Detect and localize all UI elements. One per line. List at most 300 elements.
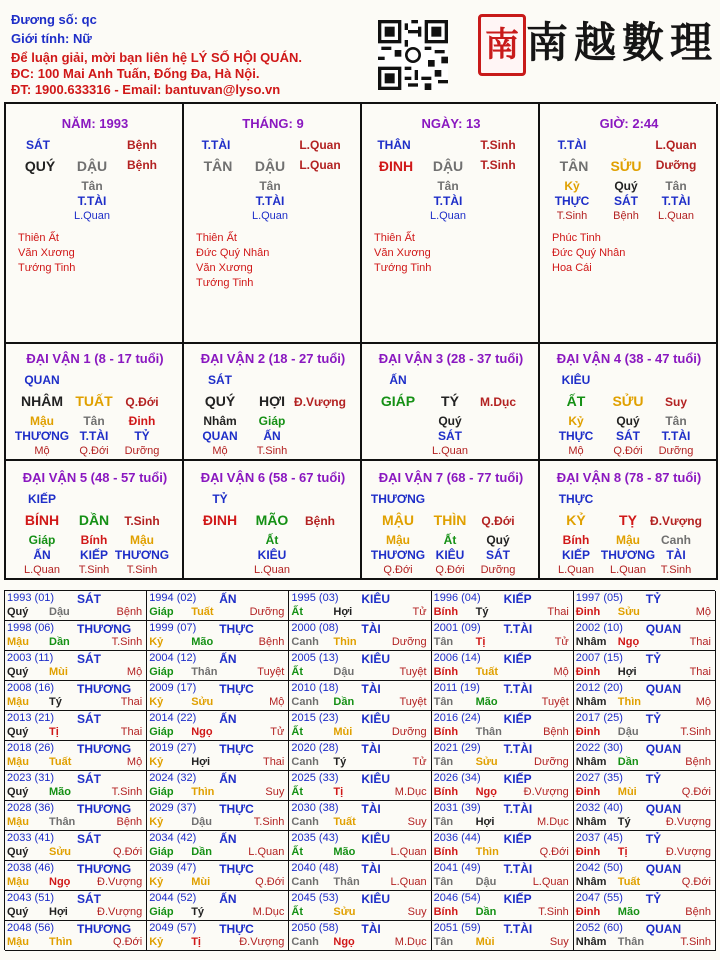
year-branch: Tuất [617, 876, 641, 888]
hidden-stem: Kỷ [568, 414, 584, 428]
seal-stamp-icon: 南 [478, 14, 526, 76]
year-god: THỰC [219, 922, 254, 936]
year-branch: Tuất [191, 606, 214, 618]
dai-van-relation: Suy [664, 395, 688, 409]
year-label: 2028 (36) [7, 802, 55, 814]
year-branch: Dần [49, 636, 70, 648]
hidden-stem-god: QUAN [202, 429, 238, 443]
dai-van-stem: NHÂM [21, 393, 63, 409]
year-relation: Q.Đới [681, 876, 711, 888]
hidden-stem: Ất [443, 533, 457, 547]
year-label: 2047 (55) [575, 892, 623, 904]
auspicious-star: Phúc Tinh [552, 232, 601, 244]
year-relation: M.Dục [394, 936, 427, 948]
hidden-stem-relation: Mộ [568, 445, 584, 457]
pillar-2 [184, 104, 362, 344]
year-god: KIẾP [503, 592, 532, 606]
year-relation: Suy [407, 906, 427, 918]
hidden-stem-relation: L.Quan [251, 210, 289, 222]
year-cell [147, 801, 289, 831]
year-cell [5, 711, 147, 741]
year-label: 2019 (27) [149, 742, 197, 754]
year-god: KIÊU [361, 712, 391, 726]
year-god: T.TÀI [503, 622, 533, 636]
year-god: SÁT [77, 652, 101, 666]
dai-van-stem: ĐINH [202, 512, 238, 528]
year-cell [289, 681, 431, 711]
year-relation: M.Dục [252, 906, 285, 918]
year-god: TỶ [645, 892, 662, 906]
year-branch: Hợi [333, 606, 353, 618]
year-cell [5, 651, 147, 681]
year-label: 2040 (48) [291, 862, 339, 874]
dai-van-relation: Đ.Vượng [294, 395, 346, 409]
year-god: ẤN [219, 652, 237, 666]
year-label: 1999 (07) [149, 622, 197, 634]
year-relation: Q.Đới [255, 876, 285, 888]
dai-van-relation: Q.Đới [481, 514, 515, 528]
year-god: THỰC [219, 682, 254, 696]
year-branch: Mùi [191, 876, 211, 888]
year-label: 2039 (47) [149, 862, 197, 874]
dai-van-branch: TUẤT [75, 393, 113, 409]
year-stem: Nhâm [575, 696, 607, 708]
year-cell [289, 891, 431, 921]
hidden-stem-god: THỰC [554, 194, 590, 208]
year-label: 1995 (03) [291, 592, 339, 604]
dai-van-6 [184, 461, 362, 580]
hidden-stem: Quý [438, 414, 462, 428]
year-relation: Thai [120, 726, 143, 738]
year-cell [574, 771, 716, 801]
year-cell [147, 711, 289, 741]
dai-van-relation: T.Sinh [124, 514, 160, 528]
year-relation: Q.Đới [681, 786, 711, 798]
year-branch: Ngọ [333, 936, 355, 948]
year-cell [147, 741, 289, 771]
year-cell [5, 771, 147, 801]
pillar-3 [362, 104, 540, 344]
hidden-stem: Tân [437, 179, 459, 193]
year-relation: Thai [262, 756, 285, 768]
pillar-stem-god: THÂN [377, 138, 411, 152]
year-cell [574, 711, 716, 741]
year-cell [574, 681, 716, 711]
year-stem: Mậu [7, 696, 29, 708]
dai-van-god: KIẾP [27, 492, 57, 506]
year-branch: Tị [191, 936, 201, 948]
hidden-stem-god: KIẾP [561, 548, 591, 562]
year-cell [574, 891, 716, 921]
year-cell [574, 651, 716, 681]
year-stem: Đinh [575, 606, 601, 618]
year-cell [5, 621, 147, 651]
year-branch: Thìn [191, 786, 215, 798]
year-label: 2033 (41) [7, 832, 55, 844]
year-cell [147, 921, 289, 951]
year-cell [289, 771, 431, 801]
dai-van-4 [540, 342, 718, 461]
hidden-stem-god: KIÊU [257, 548, 287, 562]
auspicious-star: Văn Xương [196, 262, 253, 274]
year-god: KIẾP [503, 832, 532, 846]
dai-van-title: ĐẠI VẬN 5 (48 - 57 tuổi) [22, 470, 168, 485]
year-cell [289, 591, 431, 621]
hidden-stem: Mậu [616, 533, 640, 547]
hidden-stem-god: KIẾP [79, 548, 109, 562]
year-label: 2005 (13) [291, 652, 339, 664]
year-label: 2025 (33) [291, 772, 339, 784]
hidden-stem-relation: L.Quan [609, 564, 647, 576]
year-relation: Tuyệt [399, 666, 427, 678]
hidden-stem: Giáp [28, 533, 56, 547]
year-stem: Giáp [149, 906, 174, 918]
dai-van-god: ẤN [389, 373, 407, 387]
year-stem: Quý [7, 846, 29, 858]
dai-van-relation: M.Dục [480, 395, 516, 409]
year-label: 2044 (52) [149, 892, 197, 904]
pillar-branch: SỬU [610, 158, 642, 174]
hidden-stem: Tân [83, 414, 105, 428]
year-relation: Tử [412, 606, 427, 618]
year-stem: Kỷ [149, 636, 164, 648]
pillar-stem-relation: L.Quan [299, 138, 341, 152]
dai-van-grid [4, 342, 716, 580]
dai-van-branch: THÌN [433, 512, 467, 528]
dai-van-8 [540, 461, 718, 580]
year-relation: Bệnh [685, 756, 711, 768]
auspicious-star: Văn Xương [18, 247, 75, 259]
year-label: 2000 (08) [291, 622, 339, 634]
year-god: QUAN [645, 682, 682, 696]
year-god: KIẾP [503, 772, 532, 786]
dai-van-7 [362, 461, 540, 580]
year-god: KIÊU [361, 892, 391, 906]
year-cell [574, 591, 716, 621]
year-cell [289, 621, 431, 651]
pillar-stem-god: SÁT [26, 138, 50, 152]
year-relation: Suy [265, 786, 285, 798]
year-relation: Đ.Vượng [665, 846, 711, 858]
hidden-stem-relation: L.Quan [557, 564, 595, 576]
year-label: 2050 (58) [291, 922, 339, 934]
year-stem: Giáp [149, 786, 174, 798]
year-branch: Sửu [475, 756, 498, 768]
year-label: 2034 (42) [149, 832, 197, 844]
year-relation: Đ.Vượng [97, 876, 143, 888]
hidden-stem-god: ẤN [263, 429, 281, 443]
year-god: T.TÀI [503, 922, 533, 936]
hidden-stem: Nhâm [203, 414, 237, 428]
year-label: 2042 (50) [575, 862, 623, 874]
year-label: 2026 (34) [433, 772, 481, 784]
year-label: 2035 (43) [291, 832, 339, 844]
year-relation: L.Quan [248, 846, 285, 858]
year-cell [289, 861, 431, 891]
year-stem: Quý [7, 906, 29, 918]
year-stem: Kỷ [149, 816, 164, 828]
annual-luck-table [4, 590, 715, 950]
year-label: 2004 (12) [149, 652, 197, 664]
dai-van-title: ĐẠI VẬN 6 (58 - 67 tuổi) [200, 470, 346, 485]
year-stem: Mậu [7, 876, 29, 888]
year-relation: Suy [407, 816, 427, 828]
year-label: 2021 (29) [433, 742, 481, 754]
year-label: 2013 (21) [7, 712, 55, 724]
year-cell [574, 801, 716, 831]
year-label: 2036 (44) [433, 832, 481, 844]
year-branch: Thìn [333, 636, 357, 648]
hidden-stem-relation: Q.Đới [613, 445, 643, 457]
pillar-title: GIỜ: 2:44 [599, 116, 659, 131]
hidden-stem-god: ẤN [33, 548, 51, 562]
year-stem: Tân [433, 636, 454, 648]
year-relation: M.Dục [537, 816, 569, 828]
year-label: 2045 (53) [291, 892, 339, 904]
year-god: QUAN [645, 622, 682, 636]
pillars-grid [4, 102, 716, 342]
year-stem: Mậu [7, 756, 29, 768]
dai-van-relation: Bệnh [305, 514, 335, 528]
year-branch: Mùi [475, 936, 495, 948]
owner-name: Đương số: qc [11, 12, 97, 27]
year-god: SÁT [77, 832, 101, 846]
pillar-stem: QUÝ [24, 158, 56, 174]
dai-van-stem: QUÝ [204, 393, 236, 409]
year-cell [289, 921, 431, 951]
pillar-branch: DẬU [432, 158, 464, 174]
hidden-stem-relation: Dưỡng [480, 564, 516, 576]
hidden-stem-relation: Dưỡng [658, 445, 694, 457]
year-god: KIẾP [503, 712, 532, 726]
year-relation: Thai [689, 666, 711, 678]
hidden-stem-god: THỰC [558, 429, 594, 443]
year-god: KIẾP [503, 652, 532, 666]
year-cell [147, 771, 289, 801]
year-cell [574, 621, 716, 651]
year-stem: Tân [433, 816, 454, 828]
pillar-title: NGÀY: 13 [421, 116, 481, 131]
dai-van-stem: BÍNH [24, 512, 60, 528]
year-branch: Tý [333, 756, 347, 768]
year-god: QUAN [645, 802, 682, 816]
year-branch: Thìn [49, 936, 73, 948]
year-stem: Ất [291, 786, 303, 798]
year-branch: Ngọ [49, 876, 71, 888]
contact-line-1: Để luận giải, mời bạn liên hệ LÝ SỐ HỘI QUÁN. [11, 50, 302, 65]
year-stem: Mậu [7, 816, 29, 828]
hidden-stem: Canh [661, 533, 691, 547]
dai-van-god: THƯƠNG [370, 492, 426, 506]
header [0, 0, 720, 100]
year-relation: L.Quan [390, 846, 427, 858]
year-cell [5, 591, 147, 621]
year-relation: Bệnh [116, 606, 143, 618]
year-branch: Hợi [617, 666, 637, 678]
hidden-stem-relation: Q.Đới [79, 445, 109, 457]
year-label: 2016 (24) [433, 712, 481, 724]
year-relation: L.Quan [390, 876, 427, 888]
year-god: THƯƠNG [77, 742, 132, 756]
year-stem: Quý [7, 726, 29, 738]
year-cell [574, 921, 716, 951]
year-stem: Bính [433, 846, 459, 858]
year-label: 1997 (05) [575, 592, 623, 604]
year-god: THƯƠNG [77, 802, 132, 816]
year-cell [147, 591, 289, 621]
year-cell [147, 681, 289, 711]
dai-van-title: ĐẠI VẬN 3 (28 - 37 tuổi) [378, 351, 524, 366]
auspicious-star: Văn Xương [374, 247, 431, 259]
year-branch: Dần [475, 906, 497, 918]
hidden-stem-god: T.TÀI [433, 194, 463, 208]
year-label: 2023 (31) [7, 772, 55, 784]
year-cell [147, 621, 289, 651]
hidden-stem-relation: L.Quan [23, 564, 61, 576]
year-cell [147, 831, 289, 861]
year-stem: Quý [7, 786, 29, 798]
dai-van-branch: DẦN [78, 512, 110, 528]
year-relation: T.Sinh [111, 636, 143, 648]
contact-address: ĐC: 100 Mai Anh Tuấn, Đống Đa, Hà Nội. [11, 66, 260, 81]
hidden-stem: Mậu [30, 414, 54, 428]
year-stem: Canh [291, 816, 319, 828]
year-stem: Nhâm [575, 756, 607, 768]
year-stem: Giáp [149, 606, 174, 618]
year-god: THƯƠNG [77, 862, 132, 876]
hidden-stem-god: KIÊU [435, 548, 465, 562]
year-stem: Nhâm [575, 876, 607, 888]
year-stem: Mậu [7, 636, 29, 648]
year-branch: Tị [333, 786, 344, 798]
year-label: 2046 (54) [433, 892, 481, 904]
year-relation: Tử [270, 726, 285, 738]
year-cell [5, 831, 147, 861]
year-stem: Đinh [575, 726, 601, 738]
year-label: 2018 (26) [7, 742, 55, 754]
auspicious-star: Đức Quý Nhân [552, 247, 626, 259]
year-label: 2007 (15) [575, 652, 623, 664]
year-branch: Thân [191, 666, 218, 678]
year-stem: Nhâm [575, 936, 607, 948]
hidden-stem: Giáp [258, 414, 286, 428]
year-god: TÀI [361, 922, 381, 936]
year-branch: Ngọ [617, 636, 640, 648]
year-relation: Mộ [126, 666, 143, 678]
pillar-branch-relation: Bệnh [127, 158, 157, 172]
pillar-branch-relation: L.Quan [299, 158, 341, 172]
year-stem: Mậu [7, 936, 29, 948]
hidden-stem-god: THƯƠNG [600, 548, 656, 562]
year-stem: Canh [291, 936, 319, 948]
year-relation: Dưỡng [534, 756, 569, 768]
pillar-stem-relation: Bệnh [127, 138, 157, 152]
year-god: TỶ [645, 652, 662, 666]
pillar-stem-relation: L.Quan [655, 138, 697, 152]
year-stem: Ất [291, 846, 303, 858]
year-god: KIÊU [361, 832, 391, 846]
year-relation: M.Dục [394, 786, 427, 798]
hidden-stem-god: T.TÀI [77, 194, 107, 208]
year-god: TỶ [645, 592, 662, 606]
year-label: 2024 (32) [149, 772, 197, 784]
dai-van-title: ĐẠI VẬN 4 (38 - 47 tuổi) [556, 351, 702, 366]
dai-van-branch: TÝ [441, 393, 459, 409]
year-label: 1998 (06) [7, 622, 55, 634]
year-relation: Đ.Vượng [665, 816, 711, 828]
year-branch: Mùi [617, 786, 637, 798]
hidden-stem-relation: Q.Đới [383, 564, 413, 576]
year-relation: Đ.Vượng [239, 936, 285, 948]
year-god: THƯƠNG [77, 682, 132, 696]
year-god: THỰC [219, 742, 254, 756]
hidden-stem-god: SÁT [614, 194, 638, 208]
hidden-stem-god: T.TÀI [661, 429, 691, 443]
year-branch: Dần [191, 846, 212, 858]
year-god: ẤN [219, 892, 237, 906]
hidden-stem-god: SÁT [486, 548, 510, 562]
year-branch: Sửu [617, 606, 640, 618]
year-god: TÀI [361, 682, 381, 696]
year-branch: Mùi [49, 666, 68, 678]
year-god: T.TÀI [503, 742, 533, 756]
dai-van-5 [6, 461, 184, 580]
year-cell [289, 801, 431, 831]
year-cell [432, 891, 574, 921]
hidden-stem-relation: L.Quan [73, 210, 111, 222]
year-cell [432, 831, 574, 861]
hidden-stem-relation: L.Quan [253, 564, 291, 576]
year-cell [5, 861, 147, 891]
dai-van-title: ĐẠI VẬN 7 (68 - 77 tuổi) [378, 470, 524, 485]
dai-van-branch: HỢI [259, 393, 285, 409]
year-branch: Dậu [475, 876, 497, 888]
year-god: SÁT [77, 712, 101, 726]
year-label: 2051 (59) [433, 922, 481, 934]
year-god: ẤN [219, 832, 237, 846]
hidden-stem: Quý [614, 179, 638, 193]
year-stem: Giáp [149, 846, 174, 858]
year-label: 2015 (23) [291, 712, 339, 724]
pillar-title: NĂM: 1993 [61, 116, 129, 131]
year-relation: Dưỡng [391, 726, 427, 738]
hidden-stem-relation: L.Quan [429, 210, 467, 222]
year-label: 2009 (17) [149, 682, 197, 694]
year-stem: Ất [291, 606, 303, 618]
year-stem: Bính [433, 606, 459, 618]
year-stem: Quý [7, 606, 29, 618]
year-stem: Canh [291, 876, 319, 888]
qr-code-icon[interactable] [378, 20, 448, 90]
year-branch: Hợi [191, 756, 211, 768]
year-relation: Tuyệt [541, 696, 569, 708]
hidden-stem: Tân [259, 179, 281, 193]
year-relation: Đ.Vượng [523, 786, 569, 798]
year-god: T.TÀI [503, 682, 533, 696]
dai-van-title: ĐẠI VẬN 2 (18 - 27 tuổi) [200, 351, 346, 366]
year-god: T.TÀI [503, 802, 533, 816]
dai-van-god: SÁT [208, 373, 232, 387]
contact-phone-email: ĐT: 1900.633316 - Email: bantuvan@lyso.vn [11, 82, 281, 97]
hidden-stem-relation: T.Sinh [660, 564, 692, 576]
hidden-stem-god: T.TÀI [79, 429, 109, 443]
year-relation: Bệnh [258, 636, 285, 648]
year-god: TÀI [361, 862, 381, 876]
year-relation: T.Sinh [680, 936, 711, 948]
hidden-stem: Mậu [130, 533, 154, 547]
year-god: ẤN [219, 772, 237, 786]
year-god: TỶ [645, 772, 662, 786]
